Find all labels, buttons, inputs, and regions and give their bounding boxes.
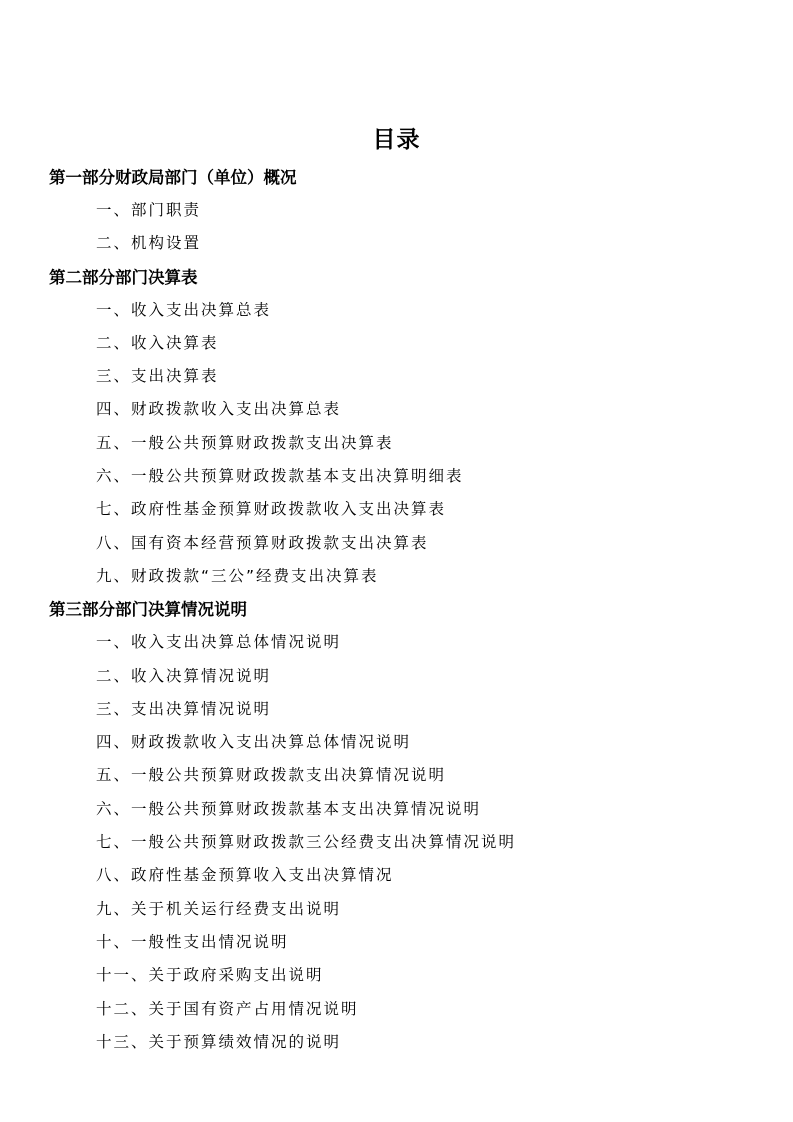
toc-item[interactable]: 八、政府性基金预算收入支出决算情况 — [96, 866, 394, 885]
toc-item[interactable]: 三、支出决算表 — [96, 367, 219, 386]
table-of-contents — [0, 161, 793, 1059]
toc-item[interactable]: 十三、关于预算绩效情况的说明 — [96, 1032, 342, 1051]
toc-item[interactable]: 二、收入决算表 — [96, 333, 219, 352]
toc-item[interactable]: 九、关于机关运行经费支出说明 — [96, 899, 342, 918]
toc-item[interactable]: 七、一般公共预算财政拨款三公经费支出决算情况说明 — [96, 833, 517, 852]
toc-item-list — [0, 194, 793, 261]
toc-item[interactable]: 七、政府性基金预算财政拨款收入支出决算表 — [96, 500, 447, 519]
toc-section-part-1 — [0, 161, 793, 261]
toc-item[interactable]: 一、部门职责 — [96, 201, 202, 219]
toc-item[interactable]: 五、一般公共预算财政拨款支出决算表 — [96, 433, 394, 452]
section-heading[interactable]: 第一部分财政局部门（单位）概况 — [49, 168, 297, 187]
toc-item[interactable]: 九、财政拨款“三公”经费支出决算表 — [96, 566, 379, 585]
toc-item[interactable]: 十一、关于政府采购支出说明 — [96, 966, 324, 985]
toc-item[interactable]: 十二、关于国有资产占用情况说明 — [96, 999, 359, 1018]
toc-item[interactable]: 一、收入支出决算总表 — [96, 300, 272, 319]
toc-item-list — [0, 626, 793, 1059]
toc-item[interactable]: 五、一般公共预算财政拨款支出决算情况说明 — [96, 766, 447, 785]
toc-item[interactable]: 一、收入支出决算总体情况说明 — [96, 633, 342, 652]
toc-item[interactable]: 四、财政拨款收入支出决算总体情况说明 — [96, 733, 412, 752]
toc-item[interactable]: 四、财政拨款收入支出决算总表 — [96, 400, 342, 419]
page-title: 目录 — [372, 127, 421, 153]
toc-section-part-2 — [0, 261, 793, 594]
toc-item[interactable]: 六、一般公共预算财政拨款基本支出决算明细表 — [96, 467, 464, 486]
toc-item[interactable]: 二、收入决算情况说明 — [96, 666, 272, 685]
toc-item[interactable]: 十、一般性支出情况说明 — [96, 932, 289, 951]
toc-item[interactable]: 六、一般公共预算财政拨款基本支出决算情况说明 — [96, 799, 482, 818]
section-heading[interactable]: 第三部分部门决算情况说明 — [49, 600, 247, 620]
toc-section-part-3 — [0, 593, 793, 1059]
toc-item[interactable]: 二、机构设置 — [96, 234, 202, 253]
toc-item-list — [0, 294, 793, 594]
toc-item[interactable]: 三、支出决算情况说明 — [96, 699, 272, 718]
toc-item[interactable]: 八、国有资本经营预算财政拨款支出决算表 — [96, 533, 429, 552]
section-heading[interactable]: 第二部分部门决算表 — [49, 267, 198, 287]
